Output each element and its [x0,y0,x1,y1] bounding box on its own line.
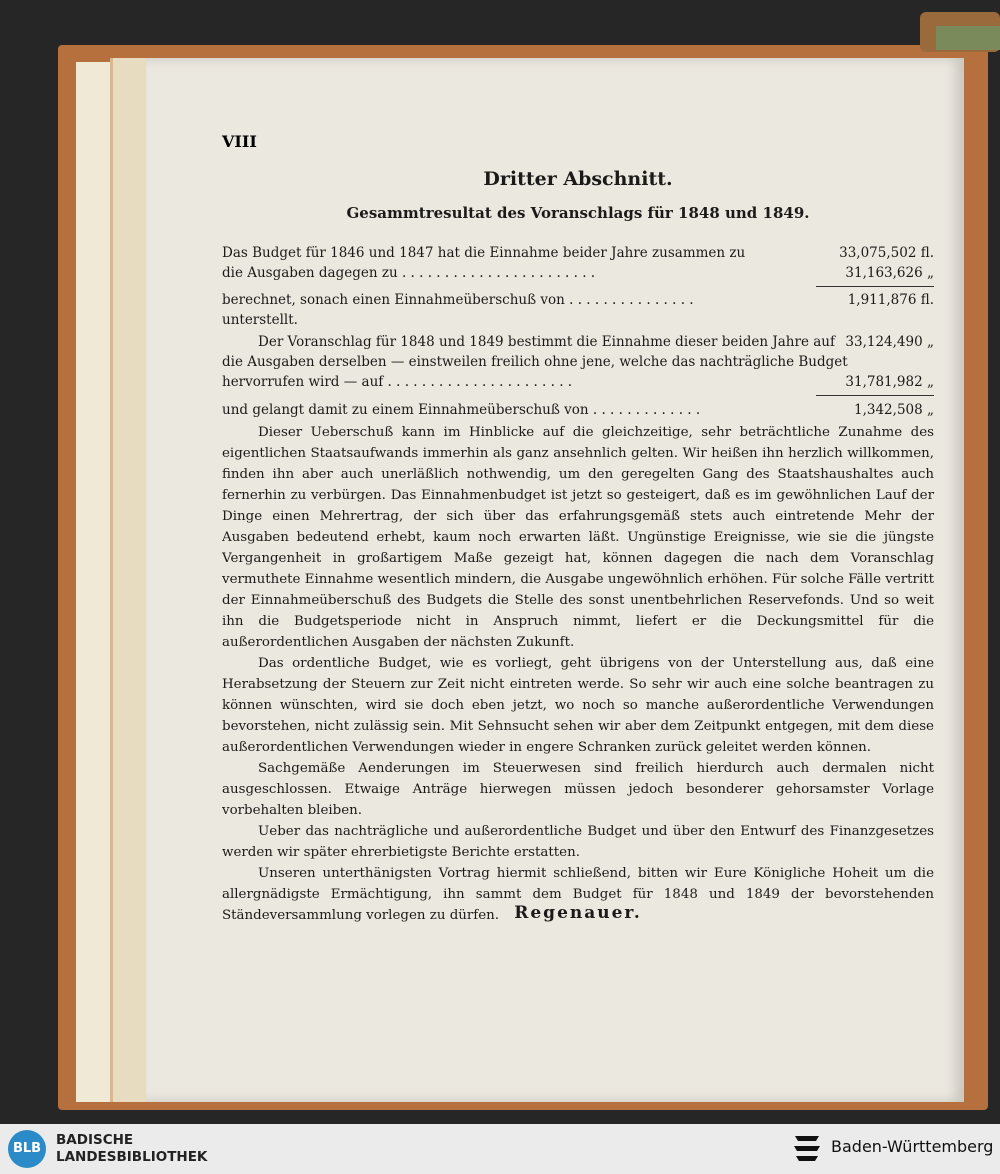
summary-amount: 31,781,982 „ [845,374,934,390]
summary-row [222,332,934,352]
summary-row [222,372,934,392]
summary-amount: 33,124,490 „ [845,334,934,350]
sum-rule [816,286,934,287]
summary-amount: 1,342,508 „ [854,402,934,418]
paragraph: Sachgemäße Aenderungen im Steuerwesen sind freilich hierdurch auch dermalen nicht ausgeschlossen. Etwaige Anträge hierwegen müssen jedoch besonderer gehorsamster Vorlage vorbehalten bleiben. [222,761,934,818]
library-name-line: BADISCHE [56,1132,134,1148]
paragraph: Unseren unterthänigsten Vortrag hiermit schließend, bitten wir Eure Königliche Hoheit um die allergnädigste Ermächtigung, ihn sammt dem Budget für 1848 und 1849 der bevorstehenden Ständeversammlung vorlegen zu dürfen. [222,866,934,923]
section-heading: Dritter Abschnitt. [483,168,673,190]
library-name-line: LANDESBIBLIOTHEK [56,1149,208,1165]
summary-row [222,310,934,330]
coat-of-arms-icon [792,1132,822,1166]
summary-text: und gelangt damit zu einem Einnahmeüberschuß von . . . . . . . . . . . . . [222,402,701,418]
blb-logo[interactable]: BLB [8,1130,46,1168]
book-spine-strip [936,26,1000,50]
paragraph: Ueber das nachträgliche und außerordentliche Budget und über den Entwurf des Finanzgesetzes werden wir später ehrerbietigste Berichte erstatten. [222,824,934,860]
paragraph: Dieser Ueberschuß kann im Hinblicke auf die gleichzeitige, sehr beträchtliche Zunahme des eigentlichen Staatsaufwands immerhin als ganz ansehnlich gelten. Wir heißen ihn herzlich willkommen, finden ihn aber auch unerläßlich nothwendig, um den geregelten Gang des Staatshaushaltes auch fernerhin zu verbürgen. Das Einnahmenbudget ist jetzt so gesteigert, daß es im gewöhnlichen Lauf der Dinge einen Mehrertrag, der sich über das erfahrungsgemäß stets auch eintretende Mehr der Ausgaben bedeutend erhebt, kaum noch erwarten läßt. Ungünstige Ereignisse, wie sie die jüngste Vergangenheit in großartigem Maße gezeigt hat, können dagegen die nach dem Voranschlag vermuthete Einnahme wesentlich mindern, die Ausgabe ungewöhnlich erhöhen. Für solche Fälle vertritt der Einnahmeüberschuß des Budgets die Stelle des sonst unentbehrlichen Reservefonds. Und so weit ihn die Budgetsperiode nicht in Anspruch nimmt, liefert er die Deckungsmittel für die außerordentlichen Ausgaben der nächsten Zukunft. [222,425,934,650]
document-page [146,58,964,1102]
body-text [222,422,934,926]
summary-text: Der Voranschlag für 1848 und 1849 bestimmt die Einnahme dieser beiden Jahre auf [258,334,835,350]
summary-amount: 33,075,502 fl. [839,245,934,261]
summary-amount: 1,911,876 fl. [847,292,934,308]
summary-text: die Ausgaben derselben — einstweilen freilich ohne jene, welche das nachträgliche Budget [222,354,848,370]
summary-text: berechnet, sonach einen Einnahmeüberschuß von . . . . . . . . . . . . . . . [222,292,694,308]
summary-row [222,290,934,310]
library-name[interactable] [56,1132,207,1166]
sum-rule [816,395,934,396]
summary-text: unterstellt. [222,312,298,328]
summary-amount: 31,163,626 „ [845,265,934,281]
summary-row [222,352,934,372]
signature: Regenauer. [514,903,642,923]
summary-row [222,263,934,283]
summary-text: die Ausgaben dagegen zu . . . . . . . . . . . . . . . . . . . . . . . [222,265,596,281]
paragraph: Das ordentliche Budget, wie es vorliegt, geht übrigens von der Unterstellung aus, daß eine Herabsetzung der Steuern zur Zeit nicht eintreten werde. So sehr wir auch eine solche beantragen zu können wünschten, wird sie doch eben jetzt, wo noch so manche außerordentliche Verwendungen bevorstehen, nicht zulässig sein. Mit Sehnsucht sehen wir aber dem Zeitpunkt entgegen, mit dem diese außerordentlichen Verwendungen wieder in engere Schranken zurück geleitet werden können. [222,656,934,755]
summary-text: Das Budget für 1846 und 1847 hat die Einnahme beider Jahre zusammen zu [222,245,746,261]
footer-bar [0,1124,1000,1174]
summary-text: hervorrufen wird — auf . . . . . . . . . . . . . . . . . . . . . . [222,374,573,390]
page-folio: VIII [222,132,257,151]
state-name[interactable]: Baden-Württemberg [831,1137,994,1156]
section-subheading: Gesammtresultat des Voranschlags für 1848 und 1849. [346,204,810,222]
summary-row [222,400,934,420]
summary-row [222,243,934,263]
